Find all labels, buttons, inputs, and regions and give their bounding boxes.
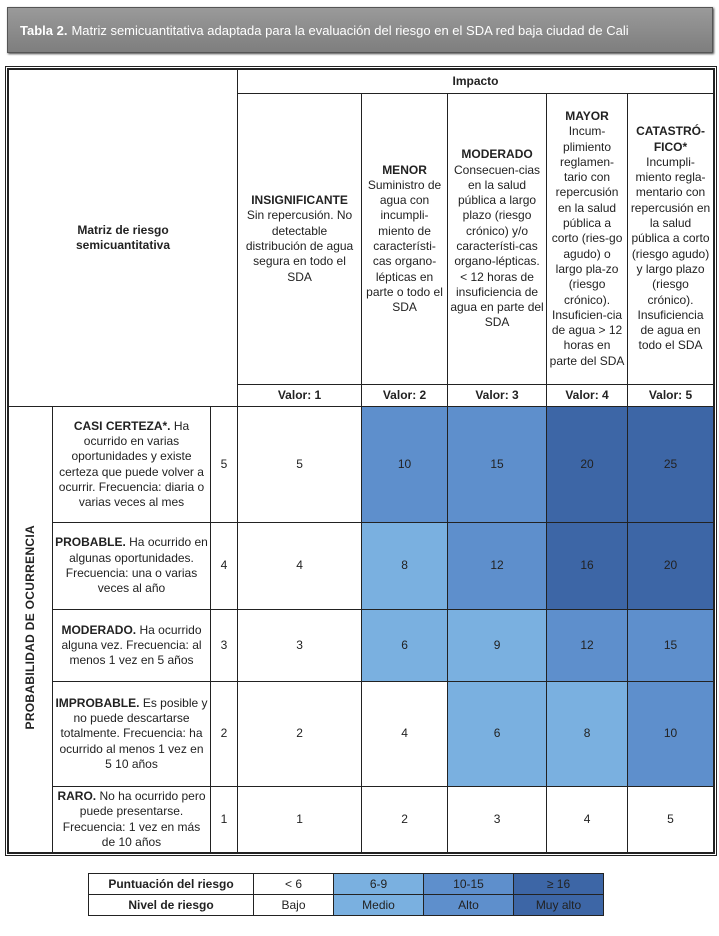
probability-text: No ha ocurrido pero puede presentarse. Frecuencia: 1 vez en más de 10 años — [62, 788, 206, 849]
impact-name: CATASTRÓ-FICO* — [636, 124, 705, 154]
risk-score-cell: 20 — [547, 407, 628, 523]
risk-score-cell: 12 — [547, 610, 628, 682]
impact-value: Valor: 1 — [238, 385, 362, 407]
risk-score-cell: 15 — [628, 610, 714, 682]
legend-score: 6-9 — [334, 874, 424, 895]
risk-score-cell: 8 — [362, 523, 448, 610]
table-row — [9, 407, 714, 523]
risk-matrix — [5, 66, 717, 856]
probability-value: 3 — [211, 610, 238, 682]
probability-text: Ha ocurrido en algunas oportunidades. Frecuencia: una o varias veces al año — [65, 535, 208, 596]
probability-name: IMPROBABLE. — [55, 695, 140, 710]
risk-score-cell: 5 — [238, 407, 362, 523]
risk-score-cell: 6 — [448, 682, 547, 787]
legend-level: Muy alto — [514, 895, 604, 916]
impact-description-cell — [628, 94, 714, 385]
probability-description — [53, 523, 211, 610]
impact-value: Valor: 2 — [362, 385, 448, 407]
risk-score-cell: 16 — [547, 523, 628, 610]
impact-value: Valor: 5 — [628, 385, 714, 407]
risk-score-cell: 3 — [448, 787, 547, 853]
probability-label: PROBABILIDAD DE OCURRENCIA — [22, 525, 37, 730]
probability-text: Es posible y no puede descartarse totalmente. Frecuencia: ha ocurrido al menos 1 vez en 5 10 años — [59, 695, 208, 771]
risk-score-cell: 4 — [547, 787, 628, 853]
probability-text: Ha ocurrido en varias oportunidades y existe certeza que puede volver a ocurrir. Frecuencia: diaria o varias veces al mes — [58, 418, 205, 510]
risk-score-cell: 25 — [628, 407, 714, 523]
impact-name: MODERADO — [461, 147, 533, 162]
legend-level: Medio — [334, 895, 424, 916]
matrix-label: Matriz de riesgo semicuantitativa — [9, 70, 238, 407]
probability-value: 1 — [211, 787, 238, 853]
table-row — [9, 787, 714, 853]
risk-score-cell: 10 — [362, 407, 448, 523]
impact-description-cell — [362, 94, 448, 385]
risk-score-cell: 2 — [362, 787, 448, 853]
risk-score-cell: 6 — [362, 610, 448, 682]
caption-label: Tabla 2. — [20, 22, 68, 38]
table-caption — [7, 7, 713, 53]
risk-score-cell: 4 — [238, 523, 362, 610]
legend-score: < 6 — [254, 874, 334, 895]
table-row — [9, 682, 714, 787]
legend-score: ≥ 16 — [514, 874, 604, 895]
impact-description: Consecuen-cias en la salud pública a largo plazo (riesgo crónico) y/o característi-cas organo-lépticas. < 12 horas de insuficiencia de agua en parte del SDA — [450, 162, 544, 330]
impact-name: INSIGNIFICANTE — [251, 193, 348, 208]
probability-name: CASI CERTEZA*. — [73, 418, 171, 433]
impact-description: Suministro de agua con incumpli-miento de característi-cas organo-lépticas en parte o todo el SDA — [366, 177, 443, 315]
risk-score-cell: 2 — [238, 682, 362, 787]
probability-header — [9, 407, 53, 853]
risk-score-cell: 3 — [238, 610, 362, 682]
probability-name: MODERADO. — [61, 622, 137, 637]
impact-description: Incumpli-miento regla-mentario con repercusión en la salud pública a corto (riesgo agudo) y largo plazo (riesgo crónico). Insuficiencia de agua en todo el SDA — [630, 154, 711, 353]
level-label: Nivel de riesgo — [89, 895, 254, 916]
probability-value: 5 — [211, 407, 238, 523]
risk-score-cell: 12 — [448, 523, 547, 610]
probability-name: PROBABLE. — [55, 535, 126, 550]
caption-text: Matriz semicuantitativa adaptada para la evaluación del riesgo en el SDA red baja ciudad de Cali — [71, 22, 629, 38]
probability-text: Ha ocurrido alguna vez. Frecuencia: al menos 1 vez en 5 años — [61, 622, 202, 668]
risk-score-cell: 9 — [448, 610, 547, 682]
risk-score-cell: 5 — [628, 787, 714, 853]
legend-level: Bajo — [254, 895, 334, 916]
impact-description: Incum-plimiento reglamen-tario con repercusión en la salud pública a corto (ries-go agudo) o largo pla-zo (riesgo crónico). Insuficien-cia de agua > 12 horas en parte del SDA — [549, 124, 625, 368]
impact-description-cell — [448, 94, 547, 385]
risk-score-cell: 1 — [238, 787, 362, 853]
risk-score-cell: 4 — [362, 682, 448, 787]
risk-legend — [88, 873, 604, 916]
impact-header: Impacto — [238, 70, 714, 94]
probability-value: 4 — [211, 523, 238, 610]
legend-score: 10-15 — [424, 874, 514, 895]
probability-description — [53, 787, 211, 853]
probability-value: 2 — [211, 682, 238, 787]
risk-score-cell: 15 — [448, 407, 547, 523]
probability-description — [53, 682, 211, 787]
impact-description-cell — [547, 94, 628, 385]
legend-level: Alto — [424, 895, 514, 916]
impact-description: Sin repercusión. No detectable distribución de agua segura en todo el SDA — [245, 208, 354, 284]
score-label: Puntuación del riesgo — [89, 874, 254, 895]
impact-name: MAYOR — [565, 108, 609, 123]
probability-description — [53, 610, 211, 682]
table-row — [9, 610, 714, 682]
impact-value: Valor: 4 — [547, 385, 628, 407]
risk-score-cell: 20 — [628, 523, 714, 610]
probability-name: RARO. — [57, 788, 97, 803]
probability-description — [53, 407, 211, 523]
impact-description-cell — [238, 94, 362, 385]
impact-name: MENOR — [382, 162, 427, 177]
risk-score-cell: 10 — [628, 682, 714, 787]
table-row — [9, 523, 714, 610]
impact-value: Valor: 3 — [448, 385, 547, 407]
risk-score-cell: 8 — [547, 682, 628, 787]
